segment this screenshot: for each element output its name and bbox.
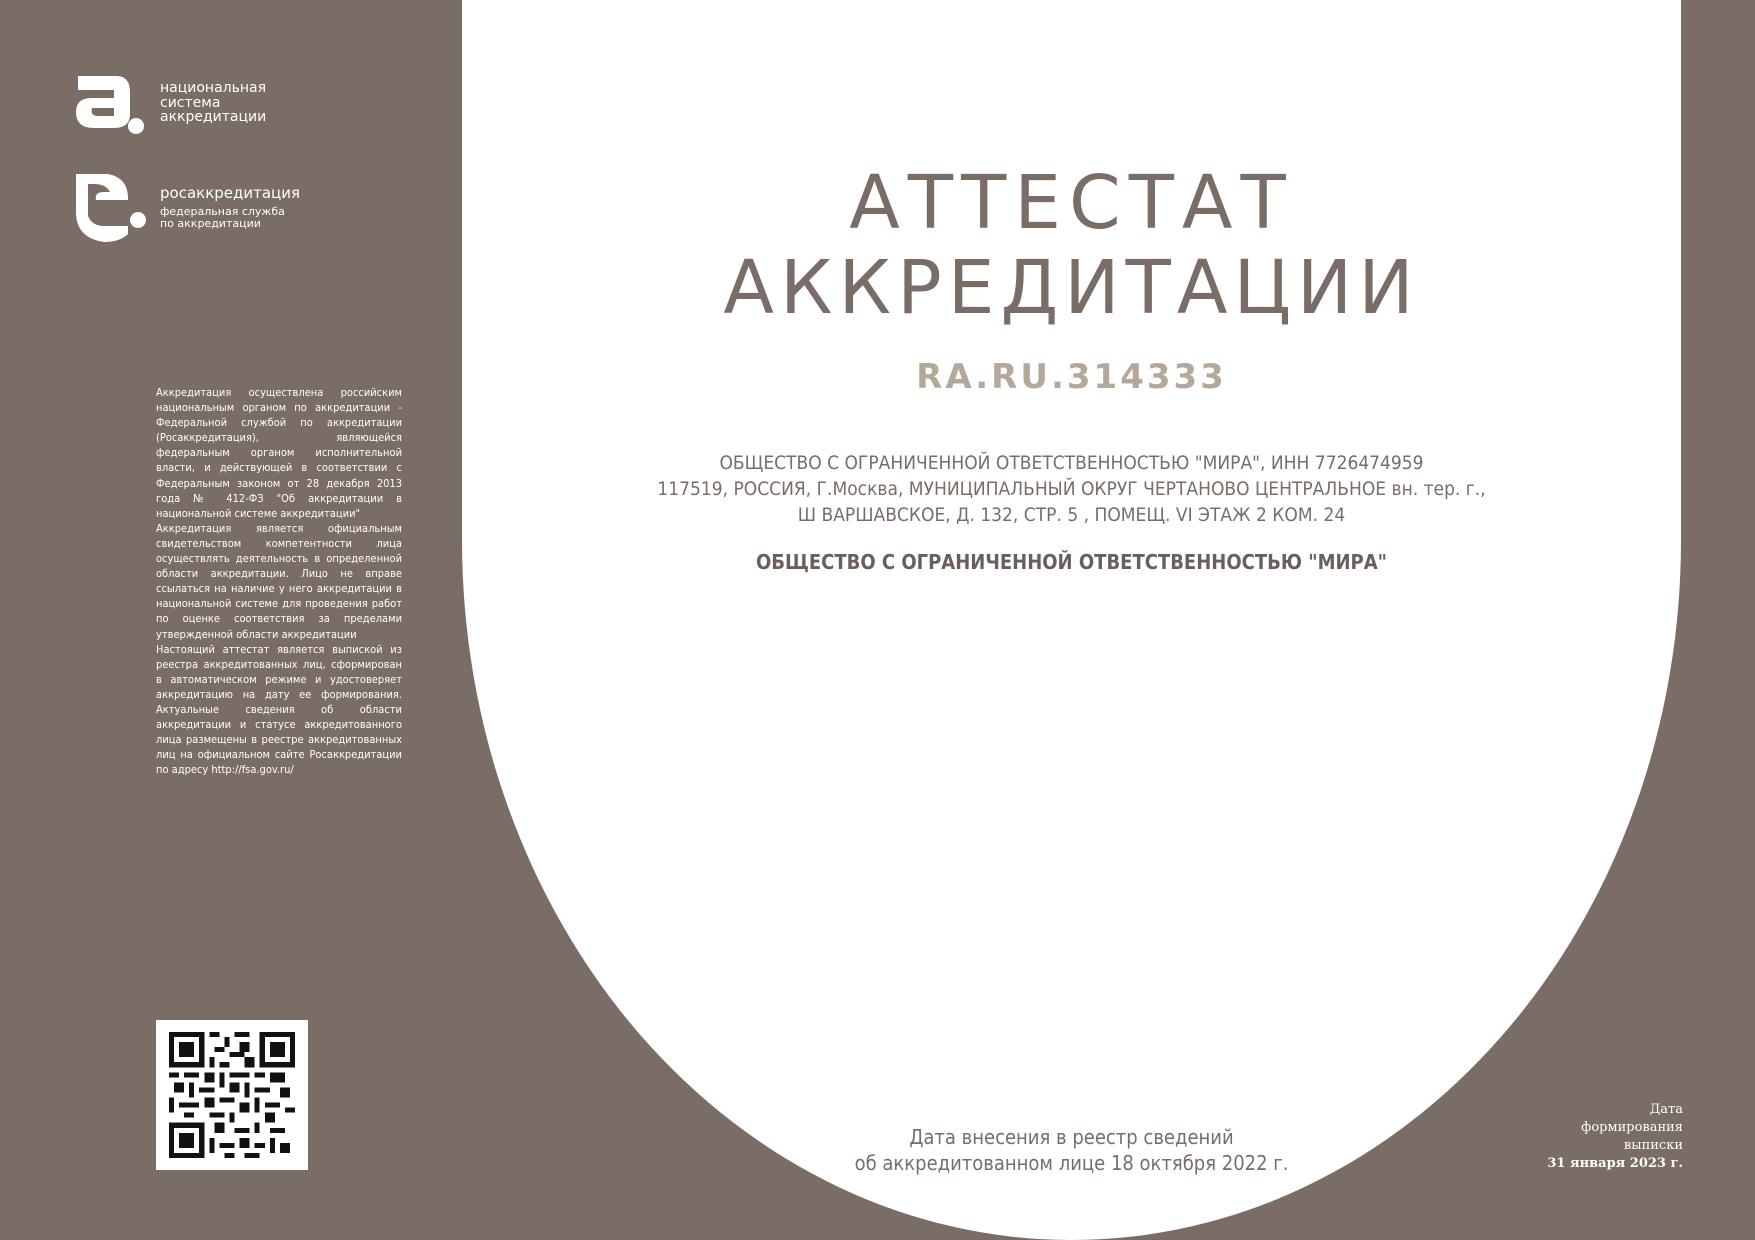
nsa-logo-line: система xyxy=(160,94,221,111)
generation-date: 31 января 2023 г. xyxy=(1547,1156,1683,1171)
registry-entry-line: об аккредитованном лице 18 октября 2022 г. xyxy=(854,1151,1289,1175)
notice-paragraph: Настоящий аттестат является выпиской из реестра аккредитованных лиц, сформирован в автоматическом режиме и удостоверяет аккредитацию на дату ее формирования. Актуальные сведения об области аккредитации и статусе аккредитованного лица размещены в реестре аккредитованных лиц на официальном сайте Росаккредитации по адресу http://fsa.gov.ru/ xyxy=(156,642,402,777)
generation-label: выписки xyxy=(1623,1138,1683,1153)
registration-number: RA.RU.314333 xyxy=(916,357,1227,397)
qr-code-icon xyxy=(168,1032,296,1158)
rosakkreditaciya-logo xyxy=(70,170,300,246)
rosakkreditaciya-logo-sub: федеральная служба xyxy=(160,204,285,218)
nsa-logo-line: национальная xyxy=(160,79,267,96)
generation-label: Дата xyxy=(1649,1102,1683,1117)
organization-line: 117519, РОССИЯ, Г.Москва, МУНИЦИПАЛЬНЫЙ ОКРУГ ЧЕРТАНОВО ЦЕНТРАЛЬНОЕ вн. тер. г., xyxy=(657,478,1486,500)
rosakkreditaciya-logo-name: росаккредитация xyxy=(160,184,301,203)
rosakkreditaciya-logo-sub: по аккредитации xyxy=(160,216,261,230)
organization-line: Ш ВАРШАВСКОЕ, Д. 132, СТР. 5 , ПОМЕЩ. VI ЭТАЖ 2 КОМ. 24 xyxy=(797,504,1346,526)
rosakkreditaciya-logo-icon xyxy=(70,170,146,246)
registry-entry-line: Дата внесения в реестр сведений xyxy=(909,1125,1234,1149)
nsa-logo-icon xyxy=(70,70,146,136)
nsa-logo-line: аккредитации xyxy=(160,109,267,126)
nsa-logo xyxy=(70,70,266,136)
organization-line: ОБЩЕСТВО С ОГРАНИЧЕННОЙ ОТВЕТСТВЕННОСТЬЮ "МИРА", ИНН 7726474959 xyxy=(719,452,1424,474)
certificate-holder: ОБЩЕСТВО С ОГРАНИЧЕННОЙ ОТВЕТСТВЕННОСТЬЮ "МИРА" xyxy=(755,550,1388,574)
document-title-line: АТТЕСТАТ xyxy=(849,160,1294,246)
notice-paragraph: Аккредитация осуществлена российским национальным органом по аккредитации - Федеральной службой по аккредитации (Росаккредитация), являющейся федеральным органом исполнительной власти, и действующей в соответствии с Федеральным законом от 28 декабря 2013 года № 412-ФЗ "Об аккредитации в национальной системе аккредитации" xyxy=(156,386,402,520)
generation-label: формирования xyxy=(1581,1120,1683,1135)
accreditation-notice xyxy=(156,385,402,777)
notice-paragraph: Аккредитация является официальным свидетельством компетентности лица осуществлять деятельность в определенной области аккредитации. Лицо не вправе ссылаться на наличие у него аккредитации в национальной системе для проведения работ по оценке соответствия за пределами утвержденной области аккредитации xyxy=(156,521,402,641)
generation-date-block xyxy=(1547,1101,1683,1173)
document-title-line: АККРЕДИТАЦИИ xyxy=(723,245,1420,331)
qr-code xyxy=(156,1020,308,1170)
